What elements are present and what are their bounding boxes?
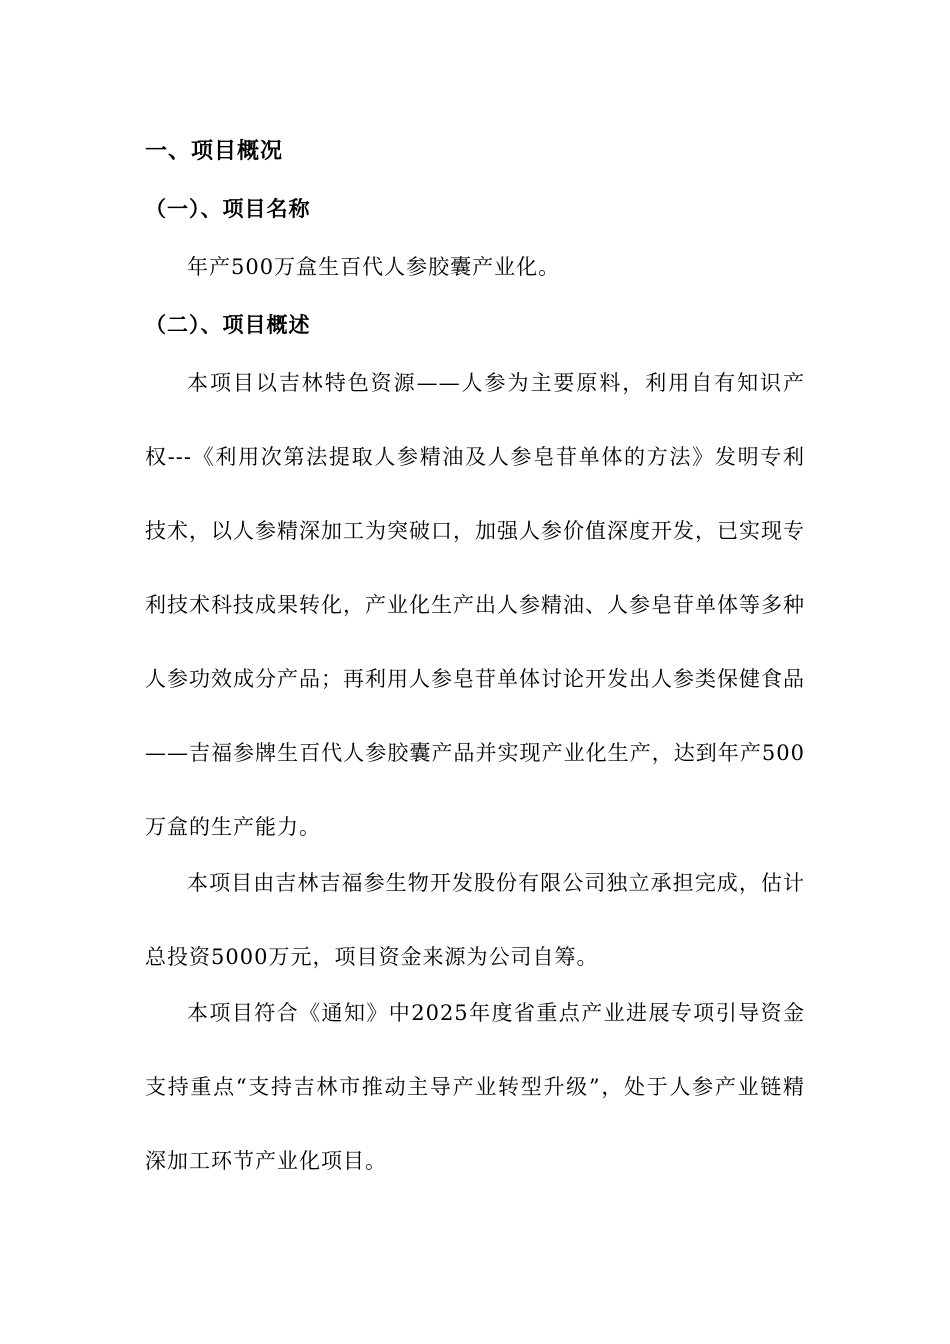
document-body xyxy=(145,134,805,1194)
subsection-title-overview: （二）、项目概述 xyxy=(145,313,311,337)
section-title: 一、项目概况 xyxy=(145,139,284,164)
project-name-text: 年产500万盒生百代人参胶囊产业化。 xyxy=(187,255,561,279)
overview-paragraph-1: 本项目以吉林特色资源——人参为主要原料，利用自有知识产权---《利用次第法提取人参精油及人参皂苷单体的方法》发明专利技术，以人参精深加工为突破口，加强人参价值深度开发，已实现专利技术科技成果转化，产业化生产出人参精油、人参皂苷单体等多种人参功效成分产品；再利用人参皂苷单体讨论开发出人参类保健食品——吉福参牌生百代人参胶囊产品并实现产业化生产，达到年产500万盒的生产能力。 xyxy=(145,371,805,839)
overview-paragraph-3: 本项目符合《通知》中2025年度省重点产业进展专项引导资金支持重点“支持吉林市推动主导产业转型升级”，处于人参产业链精深加工环节产业化项目。 xyxy=(145,1001,805,1173)
overview-paragraph-2: 本项目由吉林吉福参生物开发股份有限公司独立承担完成，估计总投资5000万元，项目资金来源为公司自筹。 xyxy=(145,871,805,969)
subsection-title-name: （一）、项目名称 xyxy=(145,197,311,221)
